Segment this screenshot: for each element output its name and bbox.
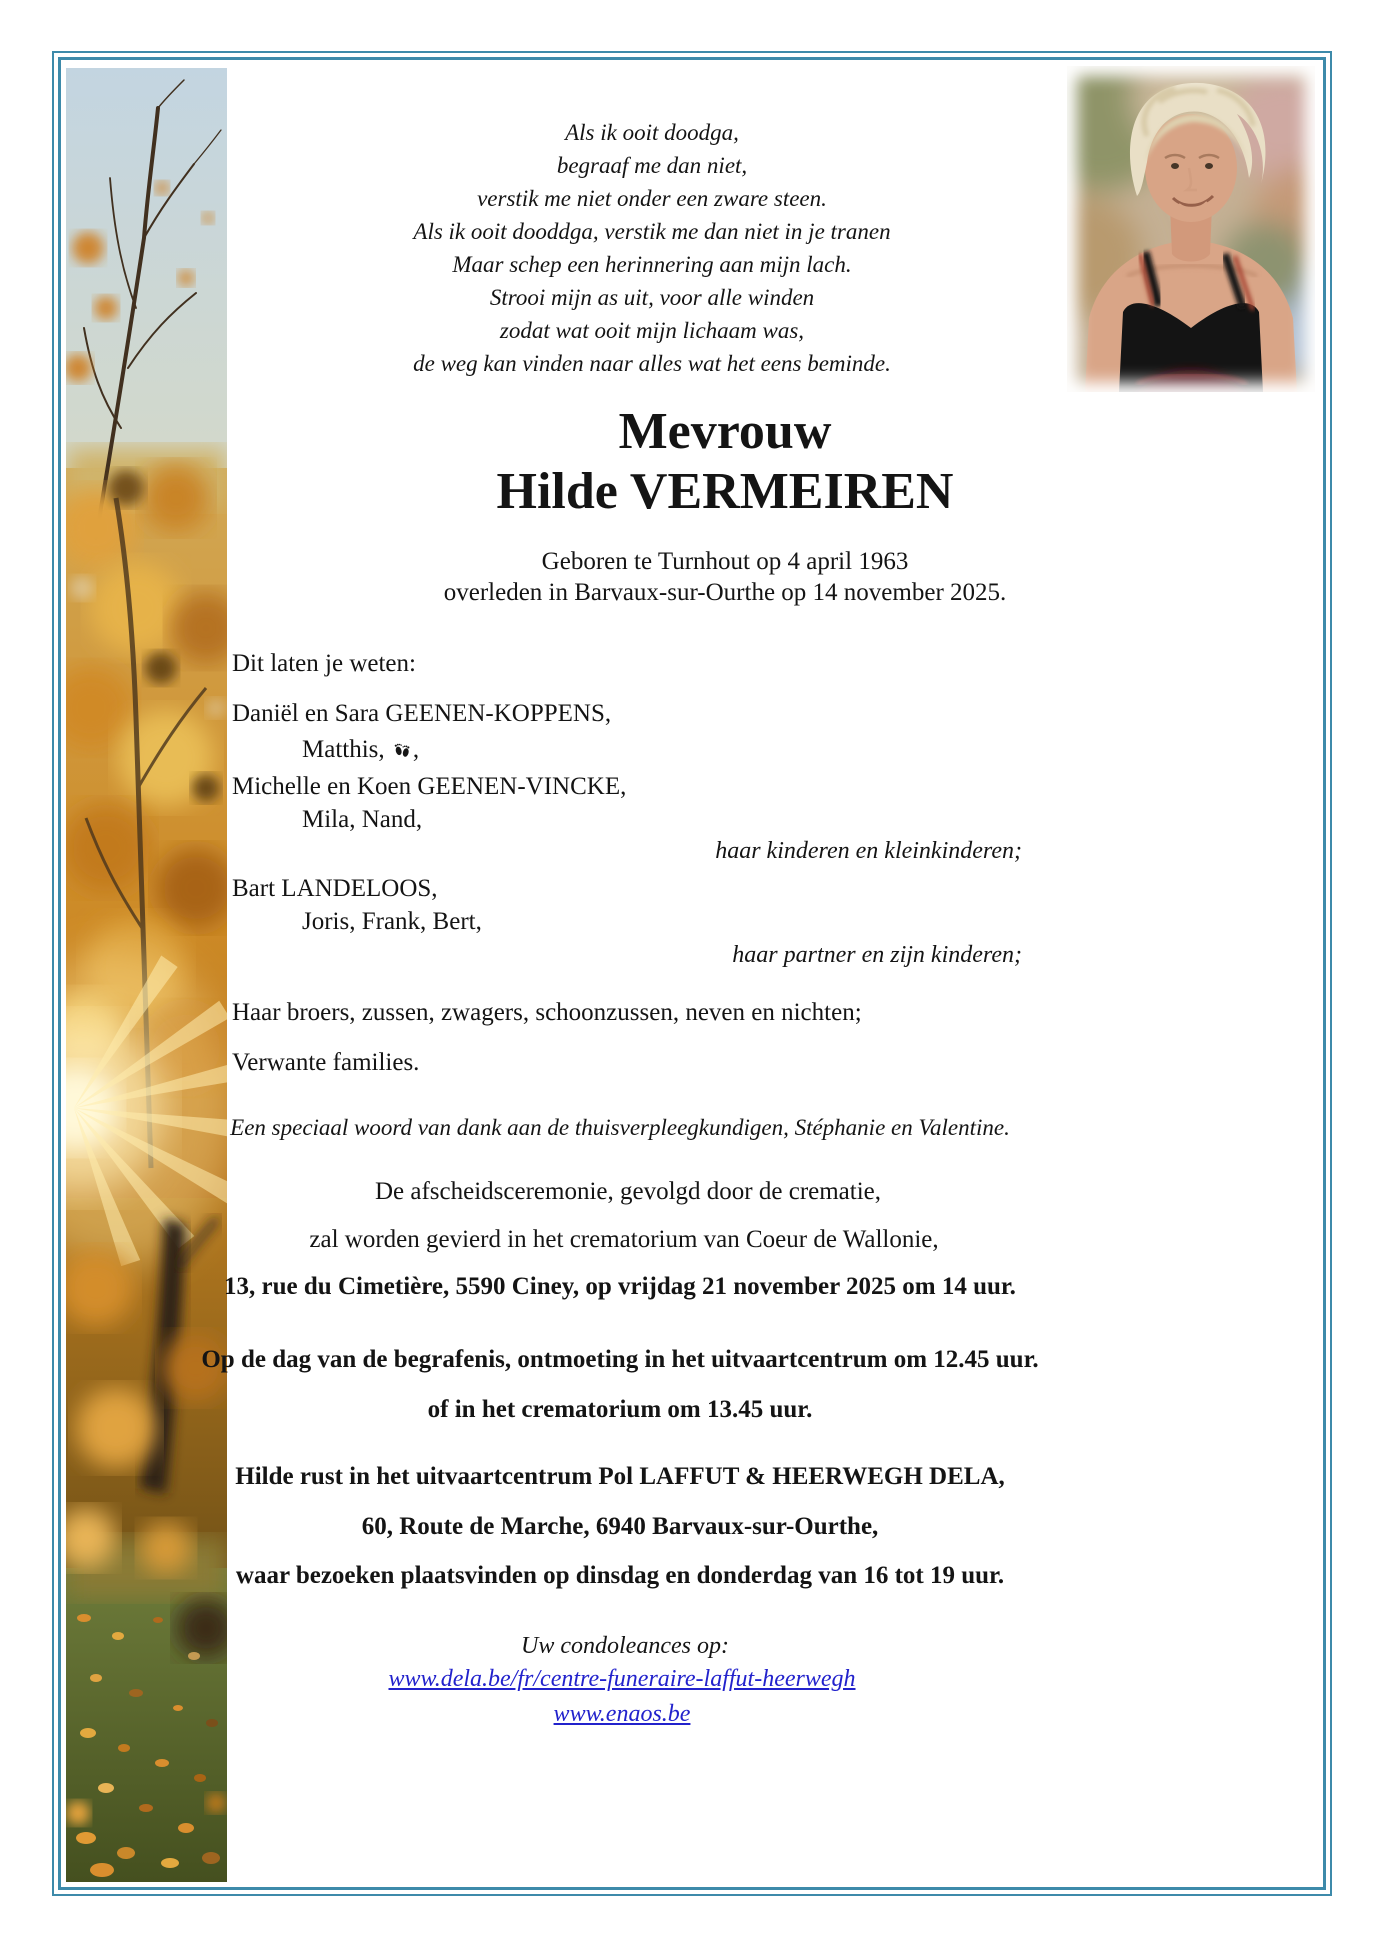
portrait-photo bbox=[1067, 66, 1315, 392]
poem-line-6: Strooi mijn as uit, voor alle winden bbox=[489, 285, 815, 310]
caption-partner: haar partner en zijn kinderen; bbox=[732, 942, 1022, 968]
family-line-matthis-text: Matthis, bbox=[302, 736, 385, 763]
family-line-matthis bbox=[302, 734, 419, 765]
relatives-line: Haar broers, zussen, zwagers, schoonzussen, neven en nichten; bbox=[232, 999, 862, 1026]
intro-line: Dit laten je weten: bbox=[232, 650, 416, 677]
title-block bbox=[497, 402, 954, 522]
family-line-mila: Mila, Nand, bbox=[302, 806, 423, 833]
poem-line-1: Als ik ooit doodga, bbox=[565, 120, 739, 145]
deceased-name: Hilde VERMEIREN bbox=[496, 463, 954, 520]
dates-block bbox=[444, 546, 1007, 608]
family-line-bart: Bart LANDELOOS, bbox=[232, 875, 438, 902]
meeting-line-2: of in het crematorium om 13.45 uur. bbox=[427, 1396, 813, 1423]
resting-line-3: waar bezoeken plaatsvinden op dinsdag en donderdag van 16 tot 19 uur. bbox=[235, 1562, 1005, 1589]
ceremony-line-1: De afscheidsceremonie, gevolgd door de crematie, bbox=[374, 1178, 882, 1205]
condolences-link2-row bbox=[554, 1701, 691, 1728]
poem-line-2: begraaf me dan niet, bbox=[556, 153, 748, 178]
ceremony-line-2: zal worden gevierd in het crematorium van Coeur de Wallonie, bbox=[309, 1226, 939, 1253]
poem-line-4: Als ik ooit dooddga, verstik me dan niet in je tranen bbox=[413, 219, 891, 244]
caption-children: haar kinderen en kleinkinderen; bbox=[715, 838, 1022, 864]
meeting-line-1: Op de dag van de begrafenis, ontmoeting in het uitvaartcentrum om 12.45 uur. bbox=[201, 1346, 1039, 1373]
related-families-line: Verwante families. bbox=[232, 1049, 420, 1076]
family-line-joris: Joris, Frank, Bert, bbox=[302, 908, 482, 935]
poem-line-8: de weg kan vinden naar alles wat het eens beminde. bbox=[413, 351, 891, 376]
dela-link[interactable]: www.dela.be/fr/centre-funeraire-laffut-heerwegh bbox=[388, 1666, 856, 1692]
baby-footprints-icon bbox=[392, 737, 412, 757]
condolences-label: Uw condoleances op: bbox=[521, 1633, 729, 1659]
poem-line-5: Maar schep een herinnering aan mijn lach. bbox=[452, 252, 852, 277]
resting-line-2: 60, Route de Marche, 6940 Barvaux-sur-Ourthe, bbox=[361, 1513, 879, 1540]
poem bbox=[413, 116, 891, 380]
poem-line-7: zodat wat ooit mijn lichaam was, bbox=[499, 318, 805, 343]
thanks-line: Een speciaal woord van dank aan de thuisverpleegkundigen, Stéphanie en Valentine. bbox=[230, 1115, 1010, 1140]
family-line-matthis-comma: , bbox=[412, 736, 420, 763]
condolences-link1-row bbox=[388, 1666, 855, 1693]
autumn-photo bbox=[66, 68, 227, 1882]
resting-line-1: Hilde rust in het uitvaartcentrum Pol LAFFUT & HEERWEGH DELA, bbox=[235, 1463, 1005, 1490]
honorific: Mevrouw bbox=[618, 403, 832, 460]
enaos-link[interactable]: www.enaos.be bbox=[553, 1701, 691, 1727]
ceremony-line-3: 13, rue du Cimetière, 5590 Ciney, op vrijdag 21 november 2025 om 14 uur. bbox=[224, 1273, 1016, 1300]
family-line-daniel: Daniël en Sara GEENEN-KOPPENS, bbox=[232, 700, 612, 727]
family-line-michelle: Michelle en Koen GEENEN-VINCKE, bbox=[232, 773, 627, 800]
death-line: overleden in Barvaux-sur-Ourthe op 14 november 2025. bbox=[443, 579, 1007, 606]
birth-line: Geboren te Turnhout op 4 april 1963 bbox=[541, 548, 909, 575]
poem-line-3: verstik me niet onder een zware steen. bbox=[477, 186, 827, 211]
